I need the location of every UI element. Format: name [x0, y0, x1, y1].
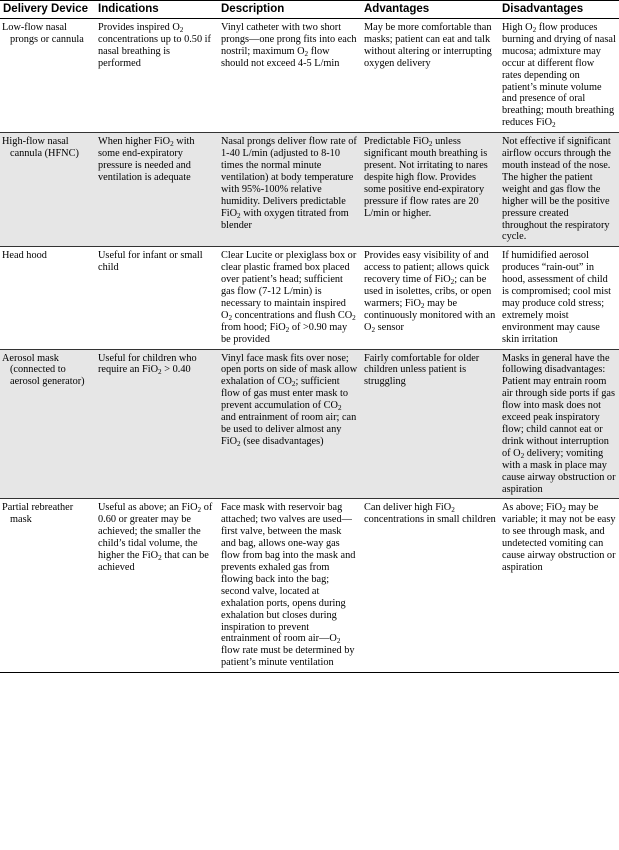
advantages-cell: Provides easy visibility of and access to patient; allows quick recovery time of FiO$_2$; can be used in isolettes, cribs, or open warmers; FiO$_2$ may be continuously monitored with an $O_2$ sensor [361, 247, 499, 349]
device-cell: Aerosol mask (connected to aerosol generator) [0, 349, 95, 499]
table-row [0, 247, 619, 349]
indications-cell: Useful for children who require an FiO$_2$ > 0.40 [95, 349, 218, 499]
description-cell: Vinyl face mask fits over nose; open ports on side of mask allow exhalation of $CO_2$; sufficient flow of gas must enter mask to prevent accumulation of $CO_2$ and entrainment of room air; can be used to deliver almost any FiO$_2$ (see disadvantages) [218, 349, 361, 499]
header-indications: Indications [95, 1, 218, 19]
indications-cell: Useful for infant or small child [95, 247, 218, 349]
advantages-cell: Fairly comfortable for older children unless patient is struggling [361, 349, 499, 499]
table-row [0, 19, 619, 133]
advantages-cell: Predictable FiO$_2$ unless significant mouth breathing is present. Not irritating to nares despite high flow. Provides some positive end-expiratory pressure if flow rates are 20 L/min or higher. [361, 133, 499, 247]
indications-cell: Provides inspired $O_2$ concentrations up to 0.50 if nasal breathing is performed [95, 19, 218, 133]
description-cell: Vinyl catheter with two short prongs—one prong fits into each nostril; maximum $O_2$ flow should not exceed 4-5 L/min [218, 19, 361, 133]
disadvantages-cell: Not effective if significant airflow occurs through the mouth instead of the nose. The higher the patient weight and gas flow the higher will be the positive pressure created throughout the respiratory cycle. [499, 133, 619, 247]
device-cell: Head hood [0, 247, 95, 349]
disadvantages-cell: High $O_2$ flow produces burning and drying of nasal mucosa; admixture may occur at different flow rates depending on patient’s minute volume and presence of oral breathing; mouth breathing reduces FiO$_2$ [499, 19, 619, 133]
header-description: Description [218, 1, 361, 19]
device-cell: Low-flow nasal prongs or cannula [0, 19, 95, 133]
description-cell: Nasal prongs deliver flow rate of 1-40 L/min (adjusted to 8-10 times the normal minute ventilation) at body temperature with 95%-100% relative humidity. Delivers predictable FiO$_2$ with oxygen titrated from blender [218, 133, 361, 247]
indications-cell: When higher FiO$_2$ with some end-expiratory pressure is needed and ventilation is adequate [95, 133, 218, 247]
advantages-cell: May be more comfortable than masks; patient can eat and talk without altering or interrupting oxygen delivery [361, 19, 499, 133]
device-cell: Partial rebreather mask [0, 499, 95, 673]
table-row [0, 349, 619, 499]
disadvantages-cell: Masks in general have the following disadvantages: Patient may entrain room air through side ports if gas flow into mask does not exceed peak inspiratory flow; child cannot eat or drink without interruption of $O_2$ delivery; vomiting with a mask in place may cause airway obstruction or aspiration [499, 349, 619, 499]
header-disadvantages: Disadvantages [499, 1, 619, 19]
header-advantages: Advantages [361, 1, 499, 19]
advantages-cell: Can deliver high FiO$_2$ concentrations in small children [361, 499, 499, 673]
device-cell: High-flow nasal cannula (HFNC) [0, 133, 95, 247]
indications-cell: Useful as above; an FiO$_2$ of 0.60 or greater may be achieved; the smaller the child’s tidal volume, the higher the FiO$_2$ that can be achieved [95, 499, 218, 673]
header-delivery-device: Delivery Device [0, 1, 95, 19]
disadvantages-cell: As above; FiO$_2$ may be variable; it may not be easy to see through mask, and undetected vomiting can cause airway obstruction or aspiration [499, 499, 619, 673]
table-row [0, 133, 619, 247]
header-row [0, 1, 619, 19]
table-row [0, 499, 619, 673]
description-cell: Clear Lucite or plexiglass box or clear plastic framed box placed over patient’s head; sufficient gas flow (7-12 L/min) is necessary to maintain inspired $O_2$ concentrations and flush $CO_2$ from hood; FiO$_2$ of >0.90 may be provided [218, 247, 361, 349]
description-cell: Face mask with reservoir bag attached; two valves are used—first valve, between the mask and bag, allows one-way gas flow from bag into the mask and prevents exhaled gas from flowing back into the bag; second valve, located at exhalation ports, opens during exhalation but closes during inspiration to prevent entrainment of room $air—O_2$ flow rate must be determined by patient’s minute ventilation [218, 499, 361, 673]
disadvantages-cell: If humidified aerosol produces “rain-out” in hood, assessment of child is compromised; cool mist may produce cold stress; extremely moist environment may cause skin irritation [499, 247, 619, 349]
